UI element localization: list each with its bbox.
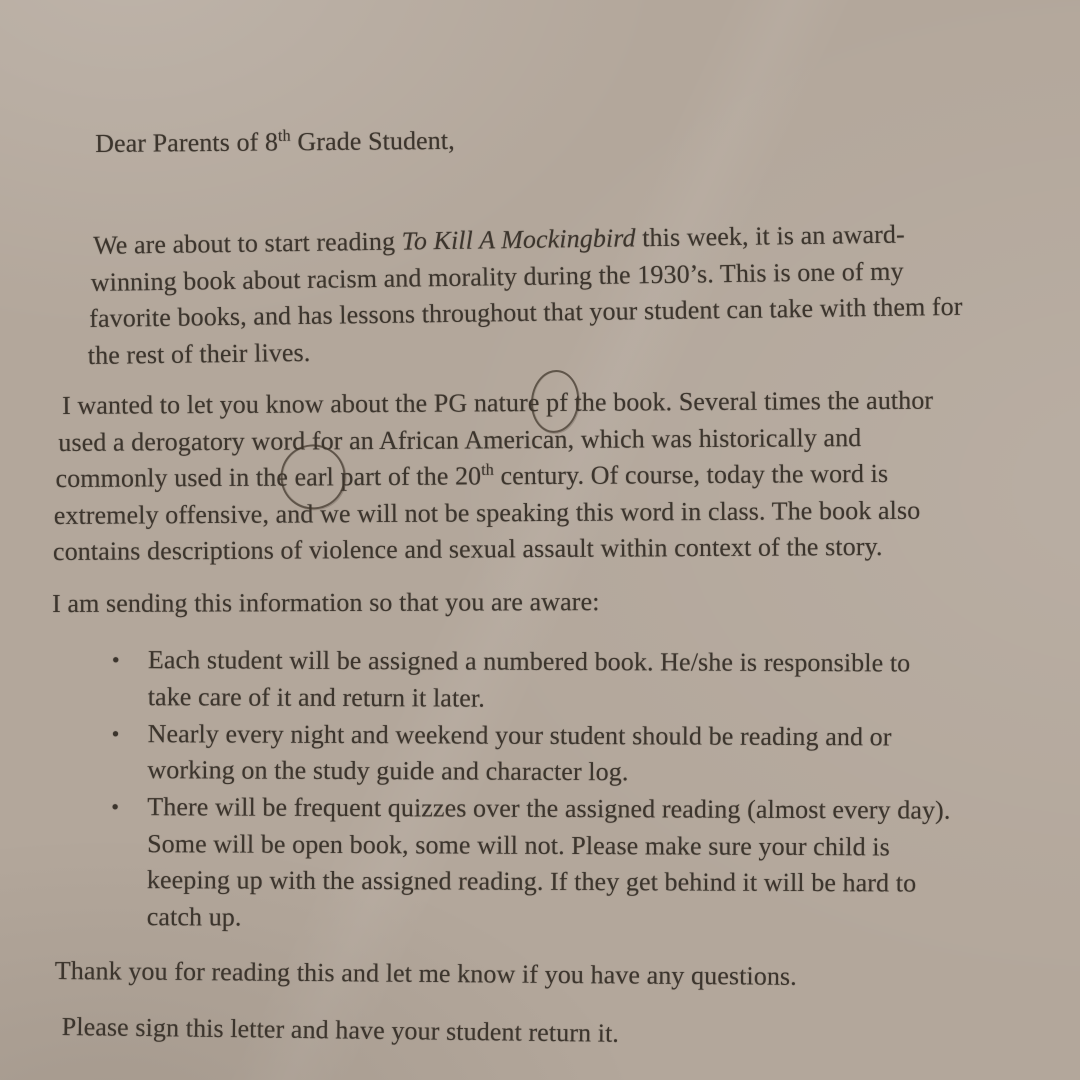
letter-line: We are about to start reading To Kill A Mockingbird this week, it is an award-: [93, 219, 905, 260]
letter-line: Each student will be assigned a numbered book. He/she is responsible to: [147, 645, 911, 678]
letter-line: Thank you for reading this and let me know if you have any questions.: [54, 955, 797, 991]
letter-line: winning book about racism and morality during the 1930’s. This is one of my: [90, 256, 904, 297]
letter-line: I am sending this information so that you are aware:: [52, 587, 600, 618]
salutation: [95, 123, 455, 163]
paragraph-awareness: [52, 584, 600, 622]
bullet-item: [111, 715, 950, 792]
letter-line: Please sign this letter and have your student return it.: [61, 1011, 620, 1048]
circled-typo-pf: pf: [546, 385, 568, 422]
letter-line: contains descriptions of violence and sexual assault within context of the story.: [52, 531, 883, 566]
letter-line: take care of it and return it later.: [147, 681, 485, 713]
book-title: To Kill A Mockingbird: [401, 223, 636, 256]
closing-sign-request: [62, 1009, 620, 1052]
letter-line: extremely offensive, and we will not be speaking this word in class. The book also: [53, 495, 921, 530]
letter-line: Some will be open book, some will not. Please make sure your child is: [147, 828, 890, 861]
letter-line: the rest of their lives.: [87, 337, 311, 370]
bullet-text: [147, 789, 951, 939]
paragraph-intro: [86, 216, 963, 374]
bullet-icon: •: [111, 720, 120, 746]
circled-typo-earl: earl: [294, 459, 334, 496]
salutation-line: [95, 123, 455, 163]
letter-line: keeping up with the assigned reading. If they get behind it will be hard to: [146, 865, 917, 898]
ordinal-superscript: th: [277, 127, 291, 145]
salutation-text: Dear Parents of 8: [95, 127, 279, 158]
letter-line: I wanted to let you know about the PG nature pf the book. Several times the author: [62, 383, 933, 425]
letter-line: There will be frequent quizzes over the assigned reading (almost every day).: [147, 792, 951, 825]
bullet-item: [111, 789, 951, 939]
paragraph-content-warning: [52, 383, 934, 571]
letter-line: Nearly every night and weekend your student should be reading and or: [147, 718, 892, 751]
ordinal-superscript: th: [481, 461, 494, 479]
bullet-icon: •: [111, 793, 120, 820]
letter-line: favorite books, and has lessons throughout that your student can take with them for: [89, 291, 963, 333]
bullet-text: [147, 716, 891, 792]
bullet-icon: •: [111, 646, 120, 673]
bullet-text: [148, 642, 911, 718]
closing-thanks: [55, 953, 797, 995]
letter-line: commonly used in the earl part of the 20th century. Of course, today the word is: [55, 456, 933, 498]
bullet-item: [112, 642, 951, 719]
letter-line: catch up.: [146, 901, 242, 932]
bullet-list: [111, 642, 951, 939]
letter-line: working on the study guide and character log.: [147, 755, 629, 787]
letter-line: used a derogatory word for an African American, which was historically and: [58, 422, 862, 457]
salutation-text-end: Grade Student,: [290, 125, 455, 157]
